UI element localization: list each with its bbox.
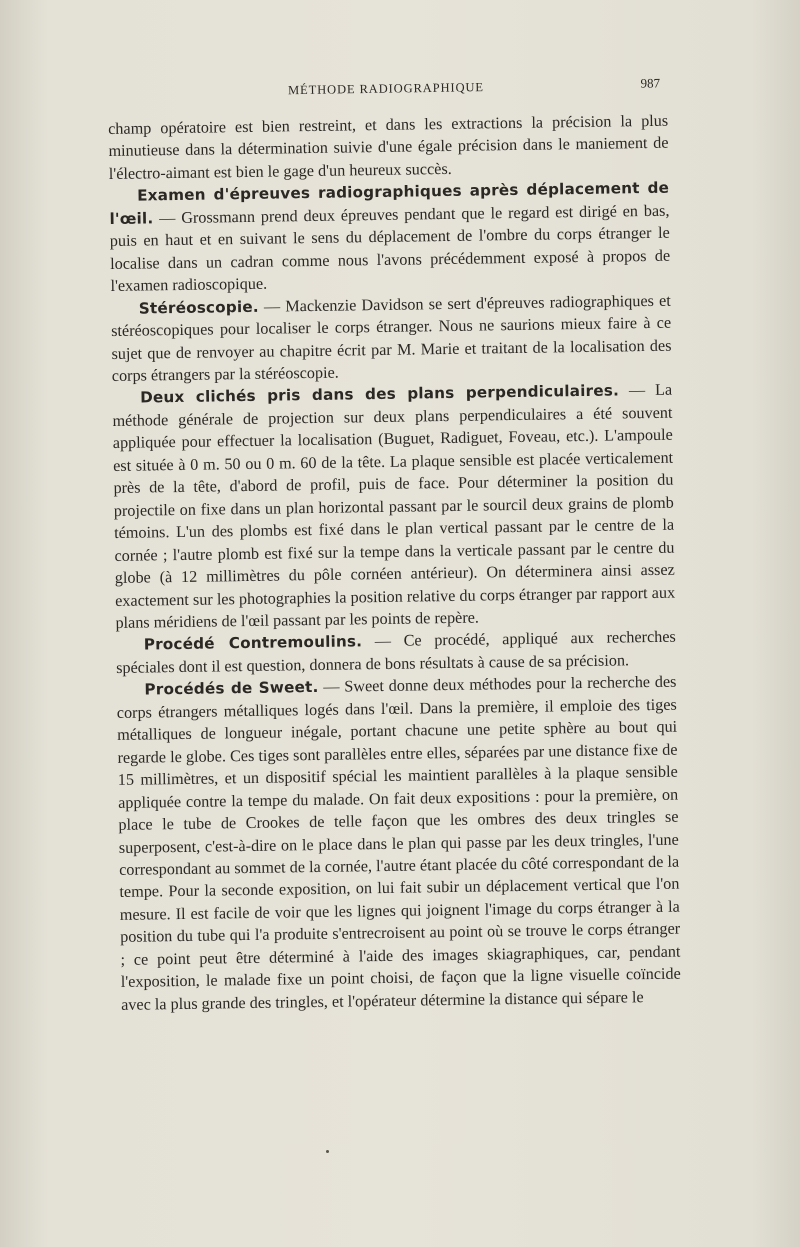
paragraph-text: — Mackenzie Davidson se sert d'épreuves radiographiques et stéréoscopiques pour localiser le corps étranger. Nous ne saurions mieux faire à ce sujet que de renvoyer au chapitre écrit par M. Marie et traitant de la localisation des corps étrangers par la stéréoscopie. <box>111 291 672 385</box>
paragraph-sweet <box>116 671 681 1016</box>
section-heading: Procédés de Sweet. <box>144 678 319 699</box>
running-title: MÉTHODE RADIOGRAPHIQUE <box>287 80 485 98</box>
running-head <box>110 77 670 106</box>
paragraph-text: — Ce procédé, appliqué aux recherches spéciales dont il est question, donnera de bons résultats à cause de sa précision. <box>116 628 676 677</box>
section-heading: Stéréoscopie. <box>138 297 259 318</box>
body-text <box>108 110 681 1016</box>
paragraph-text: — Sweet donne deux méthodes pour la recherche des corps étrangers métalliques logés dans l'œil. Dans la première, il emploie des tiges métalliques de longueur inégale, portant chacune une petite sphère au bout qui regarde le globe. Ces tiges sont parallèles entre elles, séparées par une distance fixe de 15 millimètres, et un dispositif spécial les maintient parallèles à la plaque sensible appliquée contre la tempe du malade. On fait deux expositions : pour la première, on place le tube de Crookes de telle façon que les ombres des deux tringles se superposent, c'est-à-dire on le place dans le plan qui passe par les deux tringles, l'une correspondant au sommet de la cornée, l'autre étant placée du côté correspondant de la tempe. Pour la seconde exposition, on lui fait subir un déplacement vertical que l'on mesure. Il est facile de voir que les lignes qui joignent l'image du corps étranger à la position du tube qui l'a produite s'entrecroisent au point où se trouve le corps étranger ; ce point peut être déterminé à l'aide des images skiagraphiques, car, pendant l'exposition, le malade fixe un point choisi, de façon que la ligne visuelle coïncide avec la plus grande des tringles, et l'opérateur détermine la distance qui sépare le <box>116 672 681 1014</box>
section-heading: Examen d'épreuves radiographiques après déplacement de l'œil. <box>109 179 670 228</box>
paragraph-examen-epreuves <box>109 177 671 298</box>
paragraph-text: — La méthode générale de projection sur deux plans perpendiculaires a été souvent appliquée pour effectuer la localisation (Buguet, Radiguet, Foveau, etc.). L'ampoule est située à 0 m. 50 ou 0 m. 60 de la tête. La plaque sensible est placée verticalement près de la tête, d'abord de profil, puis de face. Pour déterminer la position du projectile on fixe dans un plan horizontal passant par le sourcil deux grains de plomb témoins. L'un des plombs est fixé dans le plan vertical passant par le centre de la cornée ; l'autre plomb est fixé sur la tempe dans la verticale passant par le centre du globe (à 12 millimètres du pôle cornéen antérieur). On déterminera ainsi assez exactement sur les photographies la position relative du corps étranger par rapport aux plans méridiens de l'œil passant par les points de repère. <box>112 381 676 632</box>
paragraph-text: — Grossmann prend deux épreuves pendant que le regard est dirigé en bas, puis en haut et en suivant le sens du déplacement de l'ombre du corps étranger le localise dans un cadran comme nous l'avons précédemment exposé à propos de l'examen radioscopique. <box>109 201 671 296</box>
paragraph-continuation <box>108 110 669 186</box>
section-heading: Procédé Contremoulins. <box>143 632 363 654</box>
paragraph-stereoscopie <box>111 289 672 387</box>
paragraph-text: champ opératoire est bien restreint, et dans les extractions la précision la plus minutieuse dans la détermination suivie d'une égale précision dans le maniement de l'électro-aimant est bien le gage d'un heureux succès. <box>108 111 669 183</box>
page-number: 987 <box>640 75 661 91</box>
paragraph-deux-cliches <box>112 379 676 634</box>
section-heading: Deux clichés pris dans des plans perpendiculaires. <box>140 381 620 407</box>
ink-speck <box>326 1150 329 1153</box>
